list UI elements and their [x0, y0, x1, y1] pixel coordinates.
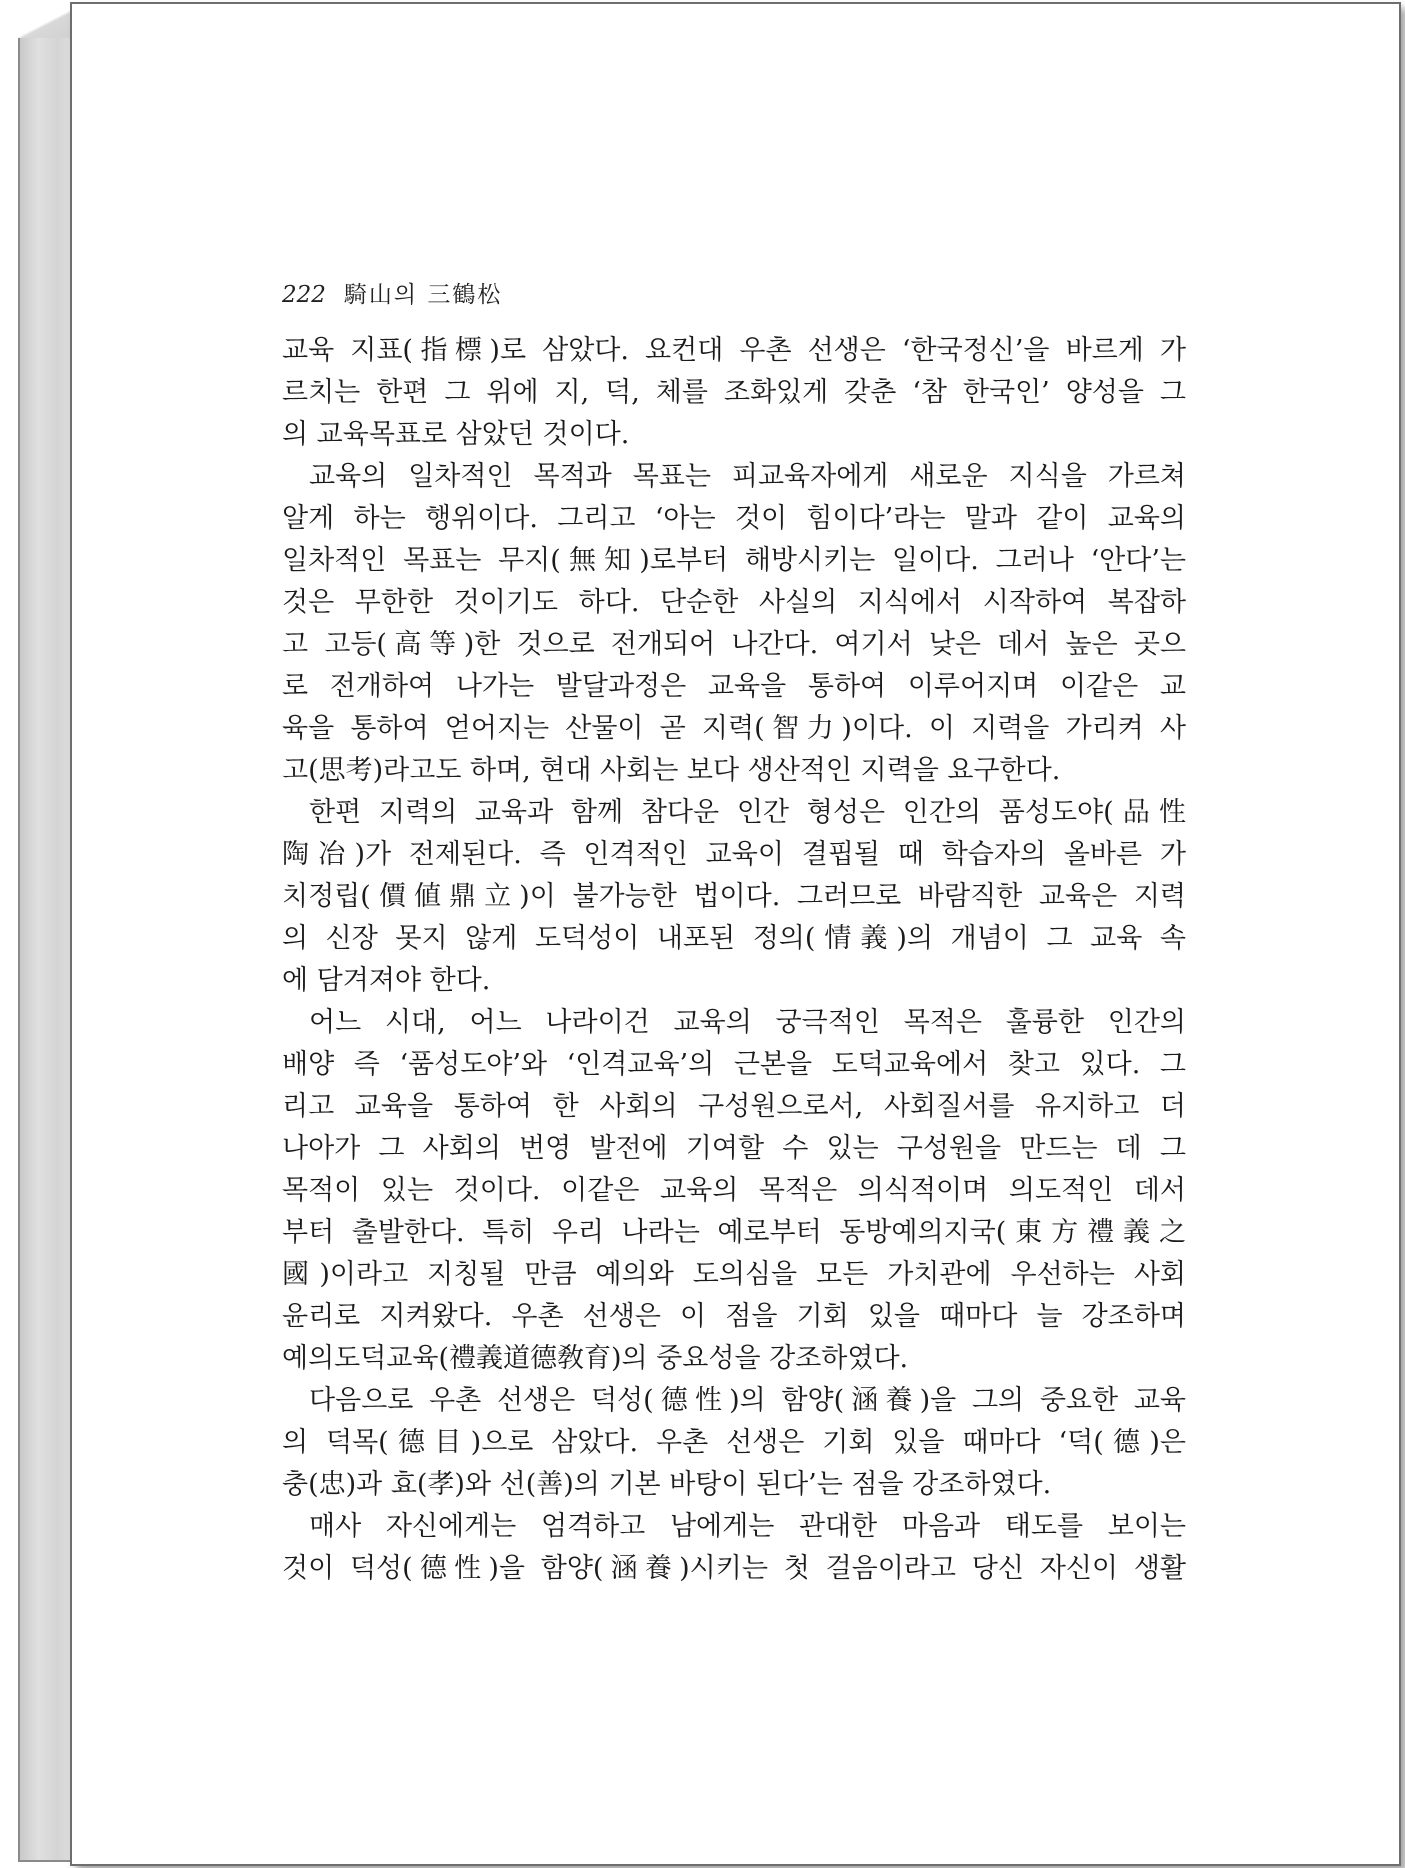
text-line: 배양 즉 ‘품성도야’와 ‘인격교육’의 근본을 도덕교육에서 찾고 있다. 그 — [282, 1049, 1186, 1080]
text-line: 한편 지력의 교육과 함께 참다운 인간 형성은 인간의 품성도야(品性 — [309, 797, 1186, 828]
text-line: 육을 통하여 얻어지는 산물이 곧 지력(智力)이다. 이 지력을 가리켜 사 — [282, 713, 1186, 744]
text-line: 어느 시대, 어느 나라이건 교육의 궁극적인 목적은 훌륭한 인간의 — [309, 1007, 1186, 1038]
text-line: 교육 지표(指標)로 삼았다. 요컨대 우촌 선생은 ‘한국정신’을 바르게 가 — [282, 335, 1186, 366]
text-line: 의 덕목(德目)으로 삼았다. 우촌 선생은 기회 있을 때마다 ‘덕(德)은 — [282, 1427, 1186, 1458]
paragraph — [282, 1380, 1186, 1506]
page-number: 222 — [282, 282, 326, 308]
text-line: 예의도덕교육(禮義道德敎育)의 중요성을 강조하였다. — [282, 1343, 909, 1374]
body-text — [282, 330, 1186, 1590]
text-line: 치정립(價値鼎立)이 불가능한 법이다. 그러므로 바람직한 교육은 지력 — [282, 881, 1186, 912]
text-line: 陶冶)가 전제된다. 즉 인격적인 교육이 결핍될 때 학습자의 올바른 가 — [282, 839, 1186, 870]
text-line: 것은 무한한 것이기도 하다. 단순한 사실의 지식에서 시작하여 복잡하 — [282, 587, 1186, 618]
running-head — [282, 276, 502, 309]
paragraph — [282, 1506, 1186, 1590]
text-line: 의 신장 못지 않게 도덕성이 내포된 정의(情義)의 개념이 그 교육 속 — [282, 923, 1186, 954]
paragraph — [282, 1002, 1186, 1380]
text-line: 고(思考)라고도 하며, 현대 사회는 보다 생산적인 지력을 요구한다. — [282, 755, 1061, 786]
text-line: 것이 덕성(德性)을 함양(涵養)시키는 첫 걸음이라고 당신 자신이 생활 — [282, 1553, 1186, 1584]
text-line: 충(忠)과 효(孝)와 선(善)의 기본 바탕이 된다’는 점을 강조하였다. — [282, 1469, 1052, 1500]
text-line: 부터 출발한다. 특히 우리 나라는 예로부터 동방예의지국(東方禮義之 — [282, 1217, 1186, 1248]
text-line: 일차적인 목표는 무지(無知)로부터 해방시키는 일이다. 그러나 ‘안다’는 — [282, 545, 1186, 576]
paragraph — [282, 456, 1186, 792]
text-line: 로 전개하여 나가는 발달과정은 교육을 통하여 이루어지며 이같은 교 — [282, 671, 1186, 702]
text-line: 윤리로 지켜왔다. 우촌 선생은 이 점을 기회 있을 때마다 늘 강조하며 — [282, 1301, 1186, 1332]
book-title: 騎山의 三鶴松 — [343, 282, 503, 308]
text-line: 에 담겨져야 한다. — [282, 965, 491, 996]
text-line: 교육의 일차적인 목적과 목표는 피교육자에게 새로운 지식을 가르쳐 — [309, 461, 1186, 492]
paragraph — [282, 330, 1186, 456]
text-line: 알게 하는 행위이다. 그리고 ‘아는 것이 힘이다’라는 말과 같이 교육의 — [282, 503, 1186, 534]
text-line: 國)이라고 지칭될 만큼 예의와 도의심을 모든 가치관에 우선하는 사회 — [282, 1259, 1186, 1290]
text-line: 매사 자신에게는 엄격하고 남에게는 관대한 마음과 태도를 보이는 — [309, 1511, 1186, 1542]
text-line: 의 교육목표로 삼았던 것이다. — [282, 419, 630, 450]
text-line: 리고 교육을 통하여 한 사회의 구성원으로서, 사회질서를 유지하고 더 — [282, 1091, 1186, 1122]
paragraph — [282, 792, 1186, 1002]
text-line: 르치는 한편 그 위에 지, 덕, 체를 조화있게 갖춘 ‘참 한국인’ 양성을 그 — [282, 377, 1186, 408]
text-line: 목적이 있는 것이다. 이같은 교육의 목적은 의식적이며 의도적인 데서 — [282, 1175, 1186, 1206]
text-line: 나아가 그 사회의 번영 발전에 기여할 수 있는 구성원을 만드는 데 그 — [282, 1133, 1186, 1164]
text-line: 다음으로 우촌 선생은 덕성(德性)의 함양(涵養)을 그의 중요한 교육 — [309, 1385, 1186, 1416]
text-line: 고 고등(高等)한 것으로 전개되어 나간다. 여기서 낮은 데서 높은 곳으 — [282, 629, 1186, 660]
